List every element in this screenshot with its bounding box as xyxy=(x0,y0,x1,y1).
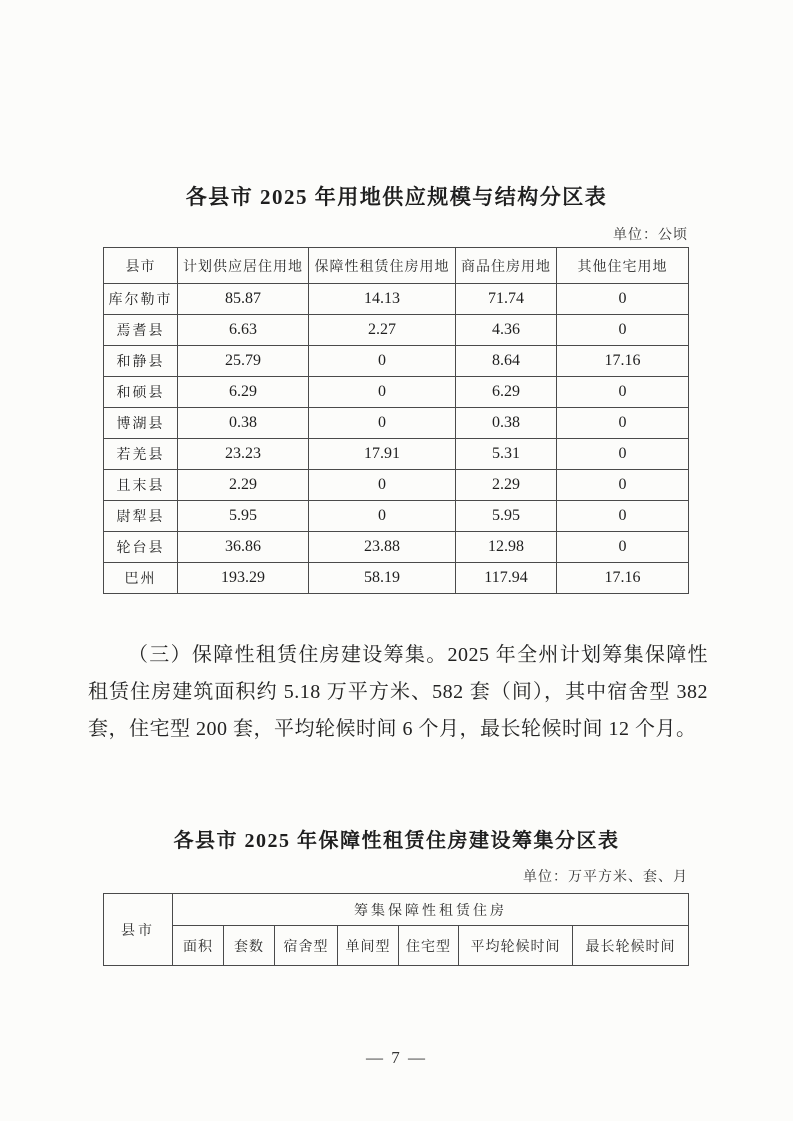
table-header-group-row xyxy=(104,894,689,926)
body-paragraph: （三）保障性租赁住房建设筹集。2025 年全州计划筹集保障性租赁住房建筑面积约 5.18 万平方米、582 套（间），其中宿舍型 382 套，住宅型 200 套，平均轮候时间 6 个月，最长轮候时间 12 个月。 xyxy=(88,644,708,740)
table-row xyxy=(104,501,689,532)
column-header-dormitory-type: 宿舍型 xyxy=(275,926,338,966)
column-header-county: 县市 xyxy=(104,894,173,966)
column-header-max-wait-time: 最长轮候时间 xyxy=(573,926,689,966)
value-cell: 117.94 xyxy=(456,563,557,594)
rental-housing-table xyxy=(103,893,689,966)
county-cell: 和静县 xyxy=(104,346,178,377)
value-cell: 6.29 xyxy=(178,377,309,408)
value-cell: 0 xyxy=(557,377,689,408)
county-cell: 尉犁县 xyxy=(104,501,178,532)
value-cell: 0 xyxy=(557,532,689,563)
value-cell: 17.91 xyxy=(309,439,456,470)
county-cell: 轮台县 xyxy=(104,532,178,563)
value-cell: 0 xyxy=(557,315,689,346)
value-cell: 5.95 xyxy=(178,501,309,532)
table-row xyxy=(104,532,689,563)
column-header-group-rental-housing: 筹集保障性租赁住房 xyxy=(173,894,689,926)
value-cell: 8.64 xyxy=(456,346,557,377)
land-supply-table-body xyxy=(104,284,689,594)
value-cell: 17.16 xyxy=(557,563,689,594)
value-cell: 58.19 xyxy=(309,563,456,594)
value-cell: 0 xyxy=(557,470,689,501)
value-cell: 0 xyxy=(309,501,456,532)
table-row xyxy=(104,408,689,439)
table-row xyxy=(104,563,689,594)
land-supply-table xyxy=(103,247,689,594)
value-cell: 23.88 xyxy=(309,532,456,563)
rental-housing-table-title: 各县市 2025 年保障性租赁住房建设筹集分区表 xyxy=(173,830,620,852)
value-cell: 85.87 xyxy=(178,284,309,315)
column-header-average-wait-time: 平均轮候时间 xyxy=(459,926,573,966)
table-row xyxy=(104,439,689,470)
value-cell: 14.13 xyxy=(309,284,456,315)
rental-housing-unit-label: 单位：万平方米、套、月 xyxy=(523,870,688,885)
value-cell: 193.29 xyxy=(178,563,309,594)
column-header-single-room-type: 单间型 xyxy=(338,926,399,966)
table-row xyxy=(104,346,689,377)
column-header-rental-housing-land: 保障性租赁住房用地 xyxy=(309,248,456,284)
county-cell: 巴州 xyxy=(104,563,178,594)
value-cell: 6.63 xyxy=(178,315,309,346)
county-cell: 焉耆县 xyxy=(104,315,178,346)
table-row xyxy=(104,377,689,408)
value-cell: 6.29 xyxy=(456,377,557,408)
table-header-row xyxy=(104,248,689,284)
value-cell: 23.23 xyxy=(178,439,309,470)
column-header-unit-count: 套数 xyxy=(224,926,275,966)
value-cell: 0 xyxy=(309,470,456,501)
value-cell: 0 xyxy=(557,408,689,439)
value-cell: 2.29 xyxy=(178,470,309,501)
value-cell: 5.31 xyxy=(456,439,557,470)
county-cell: 和硕县 xyxy=(104,377,178,408)
county-cell: 且末县 xyxy=(104,470,178,501)
land-supply-unit-label: 单位：公顷 xyxy=(613,228,688,243)
value-cell: 71.74 xyxy=(456,284,557,315)
county-cell: 库尔勒市 xyxy=(104,284,178,315)
column-header-county: 县市 xyxy=(104,248,178,284)
value-cell: 0.38 xyxy=(178,408,309,439)
table-row xyxy=(104,315,689,346)
column-header-apartment-type: 住宅型 xyxy=(399,926,459,966)
value-cell: 4.36 xyxy=(456,315,557,346)
value-cell: 0 xyxy=(557,284,689,315)
value-cell: 5.95 xyxy=(456,501,557,532)
column-header-planned-residential-land: 计划供应居住用地 xyxy=(178,248,309,284)
value-cell: 25.79 xyxy=(178,346,309,377)
table-row xyxy=(104,284,689,315)
value-cell: 0 xyxy=(309,377,456,408)
page-number: — 7 — xyxy=(366,1048,427,1067)
table-header-sub-row xyxy=(104,926,689,966)
value-cell: 0 xyxy=(557,501,689,532)
value-cell: 0 xyxy=(557,439,689,470)
value-cell: 12.98 xyxy=(456,532,557,563)
value-cell: 2.29 xyxy=(456,470,557,501)
value-cell: 36.86 xyxy=(178,532,309,563)
value-cell: 2.27 xyxy=(309,315,456,346)
value-cell: 0 xyxy=(309,346,456,377)
land-supply-table-title: 各县市 2025 年用地供应规模与结构分区表 xyxy=(185,185,608,209)
column-header-other-residential-land: 其他住宅用地 xyxy=(557,248,689,284)
column-header-area: 面积 xyxy=(173,926,224,966)
value-cell: 0 xyxy=(309,408,456,439)
column-header-commercial-housing-land: 商品住房用地 xyxy=(456,248,557,284)
value-cell: 17.16 xyxy=(557,346,689,377)
value-cell: 0.38 xyxy=(456,408,557,439)
table-row xyxy=(104,470,689,501)
county-cell: 若羌县 xyxy=(104,439,178,470)
county-cell: 博湖县 xyxy=(104,408,178,439)
